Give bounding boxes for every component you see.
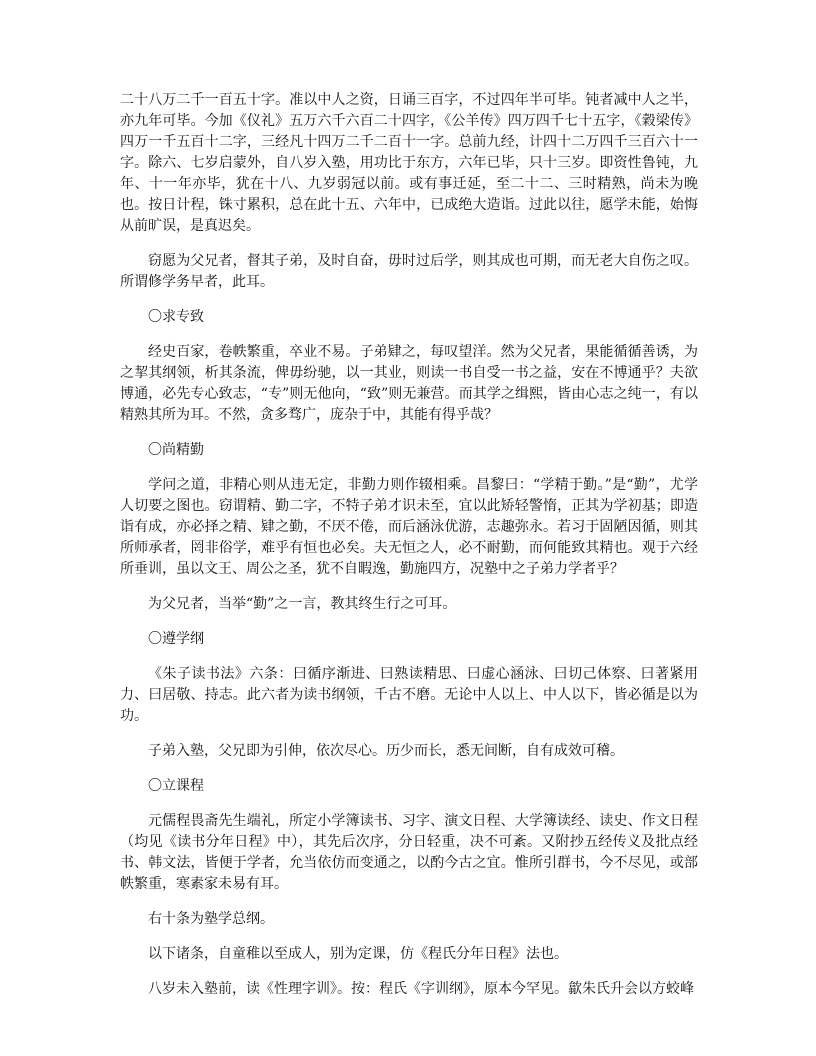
document-page [120,90,698,1014]
paragraph: 右十条为塾学总纲。 [148,911,274,927]
paragraph: 子弟入塾，父兄即为引伸，依次尽心。历少而长，悉无间断，自有成效可稽。 [148,743,624,759]
paragraph: 《朱子读书法》六条：曰循序渐进、曰熟读精思、曰虚心涵泳、曰切己体察、曰著紧用力、曰居敬、持志。此六者为读书纲领，千古不磨。无论中人以上、中人以下，皆必循是以为功。 [120,666,698,724]
paragraph: 二十八万二千一百五十字。准以中人之资，日诵三百字，不过四年半可毕。钝者减中人之半，亦九年可毕。今加《仪礼》五万六千六百二十四字，《公羊传》四万四千七十五字，《穀梁传》四万一千五百十二字，三经凡十四万二千二百十一字。总前九经，计四十二万四千三百六十一字。除六、七岁启蒙外，自八岁入塾，用功比于东方，六年已毕，只十三岁。即资性鲁钝，九年、十一年亦毕，犹在十八、九岁弱冠以前。或有事迁延，至二十二、三时精熟，尚未为晚也。按日计程，铢寸累积，总在此十五、六年中，已成绝大造诣。过此以往，愿学未能，始悔从前旷误，是真迟矣。 [120,92,698,234]
paragraph: 为父兄者，当举“勤”之一言，教其终生行之可耳。 [148,596,457,612]
section-heading: 〇立课程 [148,778,204,794]
paragraph: 以下诸条，自童稚以至成人，别为定课，仿《程氏分年日程》法也。 [148,946,568,962]
paragraph: 窃愿为父兄者，督其子弟，及时自奋，毋时过后学，则其成也可期，而无老大自伤之叹。所谓修学务早者，此耳。 [120,253,698,290]
section-heading: 〇求专致 [148,309,204,325]
paragraph: 八岁未入塾前，读《性理字训》。按：程氏《字训纲》，原本今罕见。歙朱氏升会以方蛟峰 [148,981,694,997]
paragraph: 学问之道，非精心则从违无定，非勤力则作辍相乘。昌黎曰：“学精于勤。”是“勤”，尤学人切要之图也。窃谓精、勤二字，不特子弟才识未至，宜以此矫轻警惰，正其为学初基；即造诣有成，亦必择之精、肄之勤，不厌不倦，而后涵泳优游，志趣弥永。若习于固陋因循，则其所师承者，罔非俗学，难乎有恒也必矣。夫无恒之人，必不耐勤，而何能致其精也。观于六经所垂训，虽以文王、周公之圣，犹不自暇逸，勤施四方，况塾中之子弟力学者乎？ [120,477,698,577]
section-heading: 〇尚精勤 [148,442,204,458]
paragraph: 元儒程畏斋先生端礼，所定小学簿读书、习字、演文日程、大学簿读经、读史、作文日程（均见《读书分年日程》中），其先后次序，分日轻重，决不可紊。又附抄五经传义及批点经书、韩文法，皆便于学者，允当依仿而变通之，以酌今古之宜。惟所引群书，今不尽见，或部帙繁重，寒素家未易有耳。 [120,813,698,892]
section-heading: 〇遵学纲 [148,631,204,647]
paragraph: 经史百家，卷帙繁重，卒业不易。子弟肄之，每叹望洋。然为父兄者，果能循循善诱，为之挈其纲领，析其条流，俾毋纷驰，以一其业，则读一书自受一书之益，安在不博通乎？夫欲博通，必先专心致志，“专”则无他向，“致”则无兼营。而其学之缉熙，皆由心志之纯一，有以精熟其所为耳。不然，贪多骛广，庞杂于中，其能有得乎哉？ [120,344,698,423]
